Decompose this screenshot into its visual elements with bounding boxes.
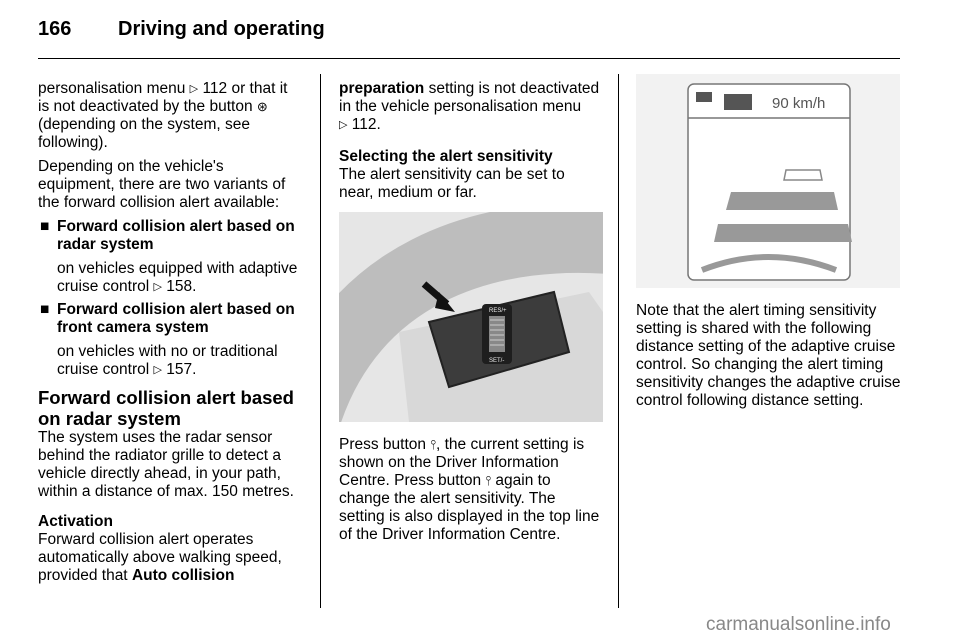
set-label: SET/-: [489, 358, 505, 364]
steering-wheel-illustration: [339, 212, 603, 422]
page-ref: 112: [202, 80, 228, 97]
column-2-lower: [339, 436, 603, 550]
paragraph-2: Depending on the vehicle's equipment, there are two variants of the forward collision alert available:: [38, 158, 286, 211]
dic-illustration: [636, 74, 900, 288]
column-2: [339, 80, 603, 208]
bullet-title: Forward collision alert based on radar system: [57, 218, 295, 253]
text: again to change the alert sensitivity. The setting is also displayed in the top line of the Driver Information Centre.: [339, 472, 600, 543]
page-number: 166: [38, 18, 72, 40]
page-title: Driving and operating: [118, 18, 325, 40]
column-divider: [618, 74, 619, 608]
ref-arrow-icon: ▷: [189, 83, 199, 95]
paragraph-3: [339, 436, 603, 544]
collision-alert-icon: ⊛: [256, 99, 268, 114]
column-3: [636, 302, 906, 416]
ref-arrow-icon: ▷: [153, 281, 162, 293]
ref-arrow-icon: ▷: [339, 119, 348, 131]
bold-text: preparation: [339, 80, 425, 97]
text: on vehicles with no or traditional cruise control: [57, 343, 278, 378]
bullet-text: [57, 343, 302, 379]
bullet-icon: ■: [40, 301, 50, 318]
page-ref: 157.: [166, 361, 197, 378]
speed-readout: 90 km/h: [772, 95, 826, 112]
watermark: carmanualsonline.info: [706, 614, 891, 635]
text: Forward collision alert operates automatically above walking speed, provided that: [38, 531, 282, 584]
text: setting is not deactivated in the vehicle personalisation menu: [339, 80, 600, 115]
bullet-text: [57, 260, 302, 296]
sensitivity-icon: ⫯: [485, 473, 492, 488]
bold-text: Auto collision: [131, 567, 235, 584]
res-label: RES/+: [489, 308, 507, 314]
column-divider: [320, 74, 321, 608]
paragraph-1: [38, 80, 302, 152]
section-heading: Forward collision alert based on radar system: [38, 387, 294, 429]
paragraph-3: The system uses the radar sensor behind the radiator grille to detect a vehicle directly ahead, in your path, within a distance of max. 150 metres.: [38, 429, 294, 500]
bullet-title: Forward collision alert based on front camera system: [57, 301, 295, 336]
header-rule: [38, 58, 900, 59]
text: (depending on the system, see following).: [38, 116, 250, 151]
bullet-radar: [38, 218, 302, 296]
bullet-camera: [38, 301, 302, 379]
paragraph-2: The alert sensitivity can be set to near, medium or far.: [339, 166, 565, 201]
text: or that it is not deactivated by the button: [38, 80, 288, 115]
driver-info-centre-figure: [636, 74, 900, 288]
text: , the current setting is shown on the Driver Information Centre. Press button: [339, 436, 585, 489]
text: on vehicles equipped with adaptive cruise control: [57, 260, 298, 295]
page-ref: 112.: [351, 116, 381, 133]
text: personalisation menu: [38, 80, 190, 97]
text: Press button: [339, 436, 431, 453]
bullet-icon: ■: [40, 218, 50, 235]
sensitivity-heading: Selecting the alert sensitivity: [339, 148, 553, 165]
page-ref: 158.: [166, 278, 197, 295]
steering-wheel-figure: [339, 212, 603, 422]
sensitivity-icon: ⫯: [430, 437, 436, 452]
page-header: [38, 18, 325, 41]
paragraph-4: [38, 531, 302, 585]
paragraph-1: [339, 80, 603, 134]
ref-arrow-icon: ▷: [153, 364, 162, 376]
activation-heading: Activation: [38, 513, 113, 530]
paragraph-1: Note that the alert timing sensitivity setting is shared with the following distance setting of the adaptive cruise control. So changing the alert timing sensitivity changes the adaptive cruise control following distance setting.: [636, 302, 901, 409]
column-1: [38, 80, 302, 591]
